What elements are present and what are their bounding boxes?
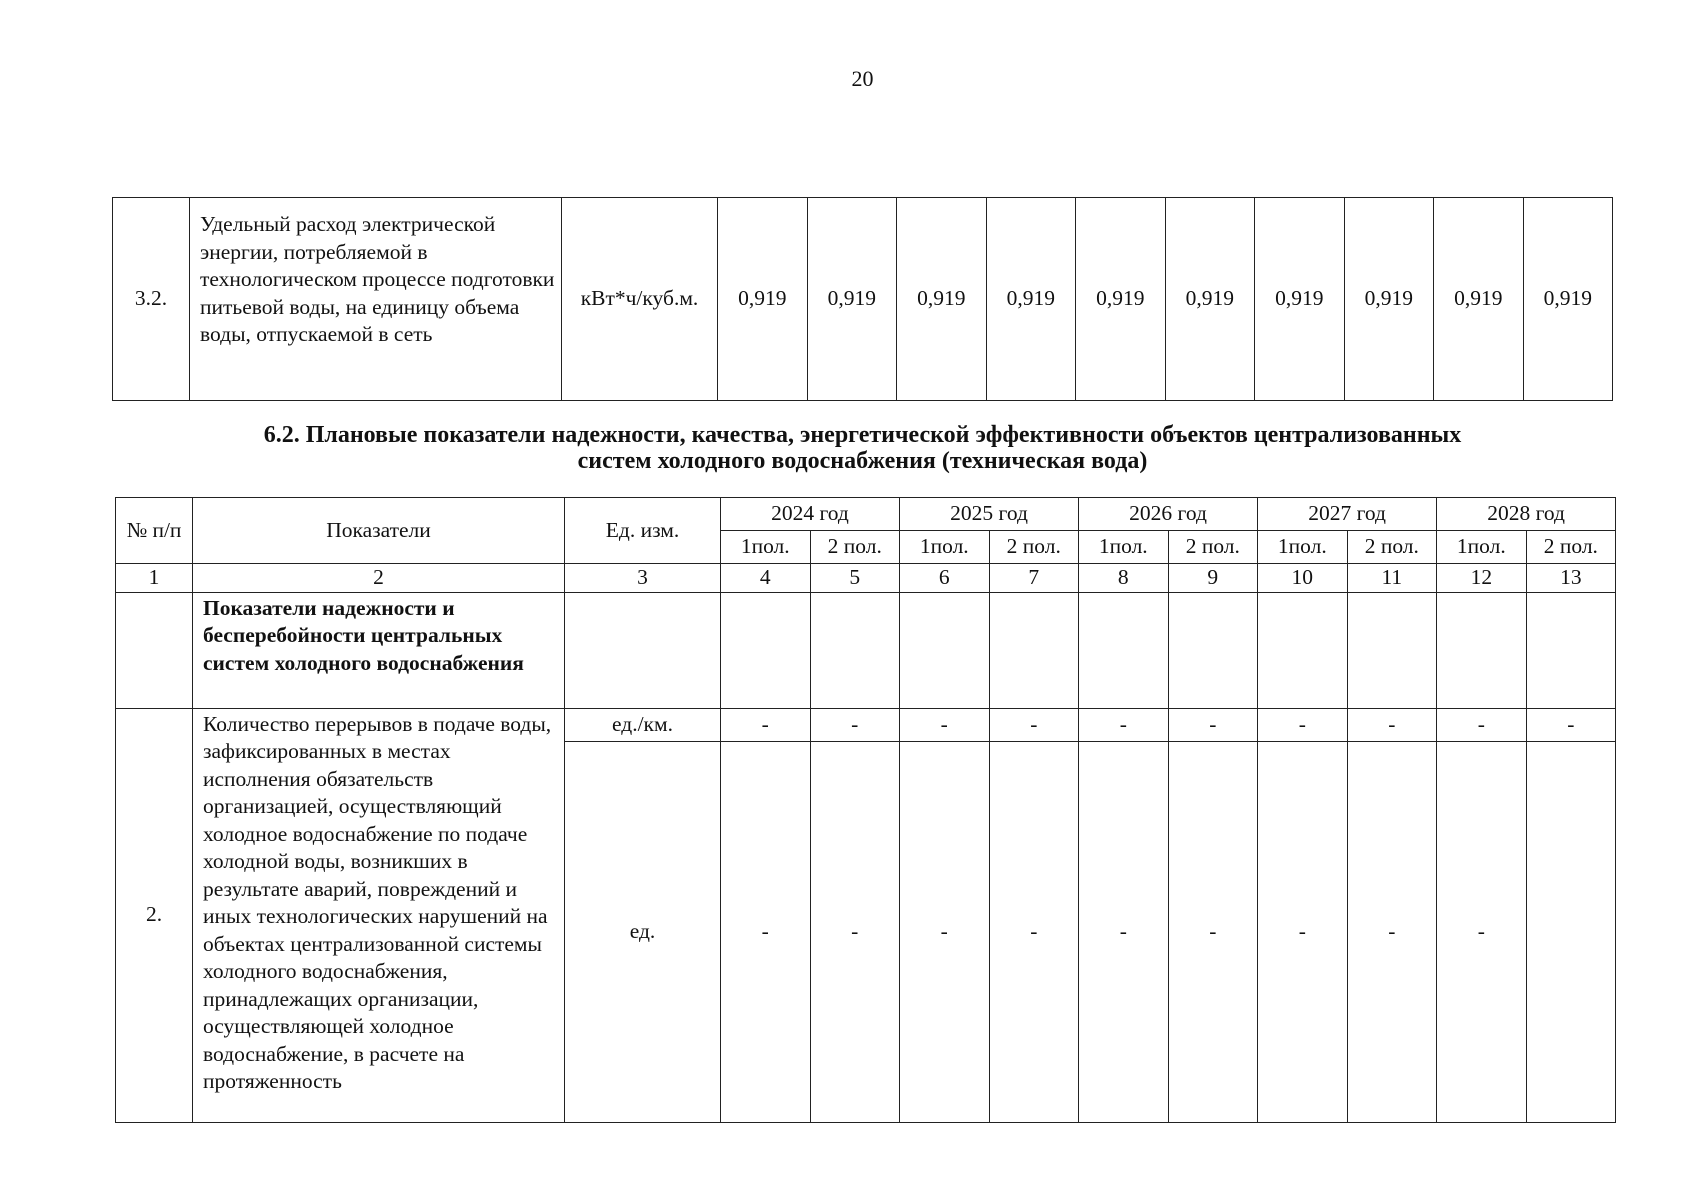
column-number: 11: [1347, 564, 1437, 593]
header-half: 2 пол.: [810, 531, 900, 564]
value-cell: 0,919: [807, 198, 897, 401]
row-number: 3.2.: [113, 198, 190, 401]
indicator-cell: Удельный расход электрической энергии, потребляемой в технологическом процессе подготовки питьевой воды, на единицу объема воды, отпускаемой в сеть: [190, 198, 562, 401]
column-number: 2: [193, 564, 565, 593]
empty-cell: [1347, 592, 1437, 708]
indicators-table: [115, 497, 1616, 1123]
value-cell: -: [1079, 741, 1169, 1122]
empty-cell: [565, 592, 721, 708]
header-year: 2024 год: [721, 498, 900, 531]
value-cell: -: [1168, 708, 1258, 741]
value-cell: -: [721, 741, 811, 1122]
unit-cell: ед.: [565, 741, 721, 1122]
header-half: 2 пол.: [989, 531, 1079, 564]
value-cell: 0,919: [1344, 198, 1434, 401]
value-cell: -: [810, 741, 900, 1122]
value-cell: -: [1347, 708, 1437, 741]
section-heading: [140, 422, 1585, 474]
value-cell: 0,919: [1076, 198, 1166, 401]
empty-cell: [1168, 592, 1258, 708]
empty-cell: [900, 592, 990, 708]
header-half: 1пол.: [1437, 531, 1527, 564]
empty-cell: [116, 592, 193, 708]
value-cell: 0,919: [986, 198, 1076, 401]
column-number: 4: [721, 564, 811, 593]
value-cell: -: [1437, 741, 1527, 1122]
row-number: 2.: [116, 708, 193, 1122]
header-number: № п/п: [116, 498, 193, 564]
unit-cell: кВт*ч/куб.м.: [562, 198, 718, 401]
header-half: 1пол.: [900, 531, 990, 564]
empty-cell: [721, 592, 811, 708]
empty-cell: [1526, 592, 1616, 708]
header-half: 2 пол.: [1526, 531, 1616, 564]
value-cell: -: [1079, 708, 1169, 741]
column-number: 1: [116, 564, 193, 593]
column-number: 9: [1168, 564, 1258, 593]
value-cell: 0,919: [718, 198, 808, 401]
indicator-cell: Количество перерывов в подаче воды, зафиксированных в местах исполнения обязательств организацией, осуществляющий холодное водоснабжение по подаче холодной воды, возникших в результате аварий, повреждений и иных технологических нарушений на объектах централизованной системы холодного водоснабжения, принадлежащих организации, осуществляющей холодное водоснабжение, в расчете на протяженность: [193, 708, 565, 1122]
column-number: 5: [810, 564, 900, 593]
group-row: [116, 592, 1616, 708]
empty-cell: [989, 592, 1079, 708]
column-number: 12: [1437, 564, 1527, 593]
value-cell: 0,919: [1255, 198, 1345, 401]
page-number: 20: [851, 66, 874, 91]
value-cell: -: [900, 708, 990, 741]
value-cell: 0,919: [897, 198, 987, 401]
value-cell: -: [1347, 741, 1437, 1122]
unit-cell: ед./км.: [565, 708, 721, 741]
header-half: 2 пол.: [1168, 531, 1258, 564]
header-half: 1пол.: [721, 531, 811, 564]
header-indicator: Показатели: [193, 498, 565, 564]
column-number: 3: [565, 564, 721, 593]
column-numbers-row: [116, 564, 1616, 593]
empty-cell: [1079, 592, 1169, 708]
empty-cell: [810, 592, 900, 708]
empty-cell: [1437, 592, 1527, 708]
column-number: 10: [1258, 564, 1348, 593]
value-cell: -: [1258, 708, 1348, 741]
value-cell: -: [900, 741, 990, 1122]
value-cell: -: [1526, 708, 1616, 741]
value-cell: 0,919: [1165, 198, 1255, 401]
section-title-line2: систем холодного водоснабжения (техническая вода): [577, 448, 1148, 474]
header-year: 2028 год: [1437, 498, 1616, 531]
value-cell: 0,919: [1434, 198, 1524, 401]
header-half: 1пол.: [1079, 531, 1169, 564]
column-number: 7: [989, 564, 1079, 593]
section-title-line1: 6.2. Плановые показатели надежности, качества, энергетической эффективности объектов централизованных: [263, 422, 1462, 448]
value-cell: [1526, 741, 1616, 1122]
table-row: [116, 708, 1616, 741]
group-title: Показатели надежности и бесперебойности центральных систем холодного водоснабжения: [193, 592, 565, 708]
header-year: 2026 год: [1079, 498, 1258, 531]
header-half: 1пол.: [1258, 531, 1348, 564]
empty-cell: [1258, 592, 1348, 708]
value-cell: -: [1437, 708, 1527, 741]
value-cell: -: [810, 708, 900, 741]
column-number: 8: [1079, 564, 1169, 593]
value-cell: -: [721, 708, 811, 741]
column-number: 13: [1526, 564, 1616, 593]
value-cell: -: [989, 741, 1079, 1122]
continuation-table: [112, 197, 1613, 401]
value-cell: -: [1168, 741, 1258, 1122]
column-number: 6: [900, 564, 990, 593]
value-cell: -: [1258, 741, 1348, 1122]
value-cell: -: [989, 708, 1079, 741]
header-unit: Ед. изм.: [565, 498, 721, 564]
header-year: 2025 год: [900, 498, 1079, 531]
header-row: [116, 498, 1616, 531]
table-row: [113, 198, 1613, 401]
header-half: 2 пол.: [1347, 531, 1437, 564]
header-year: 2027 год: [1258, 498, 1437, 531]
value-cell: 0,919: [1523, 198, 1613, 401]
